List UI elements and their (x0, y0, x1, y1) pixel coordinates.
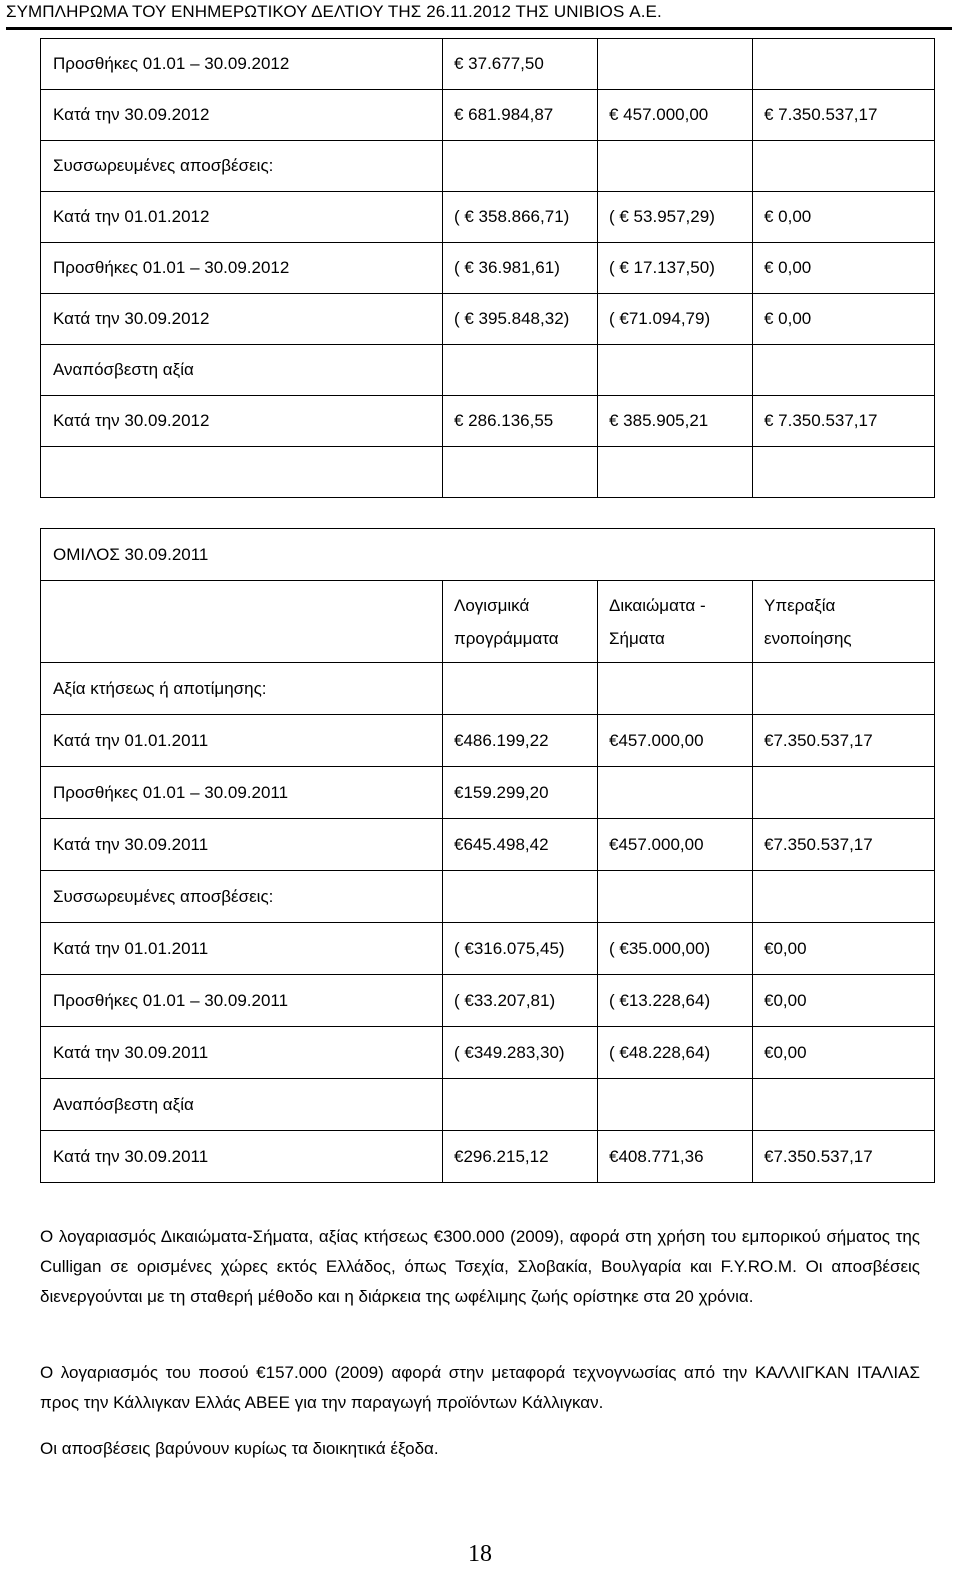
table-row (41, 294, 935, 345)
value-cell: € 457.000,00 (598, 90, 753, 141)
row-label-cell: Προσθήκες 01.01 – 30.09.2011 (41, 975, 443, 1027)
header-rule (6, 27, 952, 30)
value-cell (598, 871, 753, 923)
table-2011-body (41, 529, 935, 1183)
table-2011 (40, 528, 935, 1183)
value-cell (598, 1079, 753, 1131)
table-row (41, 871, 935, 923)
value-cell: €0,00 (753, 923, 935, 975)
value-cell: €0,00 (753, 975, 935, 1027)
value-cell (443, 871, 598, 923)
value-cell (598, 767, 753, 819)
value-cell: € 0,00 (753, 192, 935, 243)
value-cell: € 37.677,50 (443, 39, 598, 90)
value-cell (598, 345, 753, 396)
value-cell: ( € 358.866,71) (443, 192, 598, 243)
value-cell: € 286.136,55 (443, 396, 598, 447)
value-cell: ( € 36.981,61) (443, 243, 598, 294)
value-cell: € 7.350.537,17 (753, 90, 935, 141)
value-cell (753, 871, 935, 923)
value-cell (753, 1079, 935, 1131)
table-row (41, 447, 935, 498)
value-cell: ( € 395.848,32) (443, 294, 598, 345)
row-label-cell: Κατά την 30.09.2012 (41, 396, 443, 447)
row-label-cell: Αναπόσβεστη αξία (41, 345, 443, 396)
value-cell: €457.000,00 (598, 819, 753, 871)
value-cell: ( €35.000,00) (598, 923, 753, 975)
value-cell (598, 663, 753, 715)
header-software: Λογισμικά προγράμματα (454, 595, 559, 648)
value-cell (753, 447, 935, 498)
row-label-cell: Κατά την 30.09.2011 (41, 1131, 443, 1183)
header-cell-rights (598, 581, 753, 663)
value-cell (753, 663, 935, 715)
value-cell (753, 141, 935, 192)
value-cell (443, 663, 598, 715)
row-label-cell: Κατά την 01.01.2012 (41, 192, 443, 243)
table-row (41, 923, 935, 975)
row-label-cell: Αναπόσβεστη αξία (41, 1079, 443, 1131)
table-2012-body (41, 39, 935, 498)
table-row (41, 819, 935, 871)
value-cell: €0,00 (753, 1027, 935, 1079)
table-row (41, 663, 935, 715)
note-know-how: Ο λογαριασμός του ποσού €157.000 (2009) αφορά στην μεταφορά τεχνογνωσίας από την ΚΑΛΛΙΓΚΑΝ ΙΤΑΛΙΑΣ προς την Κάλλιγκαν Ελλάς ΑΒΕΕ για την παραγωγή προϊόντων Κάλλιγκαν. (40, 1363, 920, 1412)
value-cell: €486.199,22 (443, 715, 598, 767)
row-label-cell: Κατά την 01.01.2011 (41, 923, 443, 975)
table-row (41, 90, 935, 141)
note-rights-trademarks: Ο λογαριασμός Δικαιώματα-Σήματα, αξίας κτήσεως €300.000 (2009), αφορά στη χρήση του εμπορικού σήματος της Culligan σε ορισμένες χώρες εκτός Ελλάδος, όπως Τσεχία, Σλοβακία, Βουλγαρία και F.Y.RO.M. Οι αποσβέσεις διενεργούνται με τη σταθερή μέθοδο και η διάρκεια της ωφέλιμης ζωής ορίστηκε στα 20 χρόνια. (40, 1227, 920, 1306)
value-cell (443, 447, 598, 498)
table-row (41, 243, 935, 294)
value-cell: € 385.905,21 (598, 396, 753, 447)
value-cell: €159.299,20 (443, 767, 598, 819)
value-cell: ( €316.075,45) (443, 923, 598, 975)
table-row (41, 975, 935, 1027)
row-label-cell: Προσθήκες 01.01 – 30.09.2012 (41, 243, 443, 294)
value-cell: € 0,00 (753, 243, 935, 294)
value-cell: €7.350.537,17 (753, 715, 935, 767)
value-cell: ( €33.207,81) (443, 975, 598, 1027)
header-cell-blank (41, 581, 443, 663)
value-cell (598, 447, 753, 498)
table-row (41, 715, 935, 767)
table-2012 (40, 38, 935, 498)
row-label-cell: Κατά την 30.09.2011 (41, 1027, 443, 1079)
row-label-cell: Συσσωρευμένες αποσβέσεις: (41, 871, 443, 923)
row-label-cell: Κατά την 30.09.2012 (41, 90, 443, 141)
value-cell: €7.350.537,17 (753, 819, 935, 871)
value-cell: € 0,00 (753, 294, 935, 345)
document-header: ΣΥΜΠΛΗΡΩΜΑ ΤΟΥ ΕΝΗΜΕΡΩΤΙΚΟΥ ΔΕΛΤΙΟΥ ΤΗΣ 26.11.2012 ΤΗΣ UNIBIOS Α.Ε. (6, 2, 662, 21)
header-goodwill: Υπεραξία ενοποίησης (764, 595, 852, 648)
table-row (41, 396, 935, 447)
value-cell (443, 141, 598, 192)
table-row (41, 345, 935, 396)
row-label-cell: Προσθήκες 01.01 – 30.09.2012 (41, 39, 443, 90)
value-cell (753, 39, 935, 90)
row-label-cell: Αξία κτήσεως ή αποτίμησης: (41, 663, 443, 715)
value-cell (753, 767, 935, 819)
value-cell: ( €349.283,30) (443, 1027, 598, 1079)
row-label-cell: Κατά την 30.09.2011 (41, 819, 443, 871)
value-cell: ( €48.228,64) (598, 1027, 753, 1079)
row-label-cell (41, 447, 443, 498)
value-cell (753, 345, 935, 396)
value-cell (598, 141, 753, 192)
table-row (41, 767, 935, 819)
value-cell (443, 1079, 598, 1131)
row-label-cell: Κατά την 01.01.2011 (41, 715, 443, 767)
value-cell: ( € 53.957,29) (598, 192, 753, 243)
table-row (41, 1131, 935, 1183)
header-cell-software (443, 581, 598, 663)
row-label-cell: Συσσωρευμένες αποσβέσεις: (41, 141, 443, 192)
table-header-row (41, 581, 935, 663)
value-cell: €296.215,12 (443, 1131, 598, 1183)
value-cell: ( € 17.137,50) (598, 243, 753, 294)
value-cell: ( €13.228,64) (598, 975, 753, 1027)
value-cell (598, 39, 753, 90)
row-label-cell: Προσθήκες 01.01 – 30.09.2011 (41, 767, 443, 819)
value-cell: € 681.984,87 (443, 90, 598, 141)
note-depreciation: Οι αποσβέσεις βαρύνουν κυρίως τα διοικητικά έξοδα. (40, 1439, 439, 1458)
value-cell: €645.498,42 (443, 819, 598, 871)
header-cell-goodwill (753, 581, 935, 663)
table-row (41, 529, 935, 581)
table-row (41, 141, 935, 192)
value-cell: €7.350.537,17 (753, 1131, 935, 1183)
page-number: 18 (468, 1541, 492, 1567)
value-cell: € 7.350.537,17 (753, 396, 935, 447)
row-label-cell: Κατά την 30.09.2012 (41, 294, 443, 345)
value-cell: €457.000,00 (598, 715, 753, 767)
table-row (41, 1079, 935, 1131)
table-row (41, 39, 935, 90)
value-cell (443, 345, 598, 396)
value-cell: €408.771,36 (598, 1131, 753, 1183)
table-2011-title: ΟΜΙΛΟΣ 30.09.2011 (41, 529, 935, 581)
table-row (41, 1027, 935, 1079)
table-row (41, 192, 935, 243)
value-cell: ( €71.094,79) (598, 294, 753, 345)
header-rights-trademarks: Δικαιώματα - Σήματα (609, 595, 706, 648)
